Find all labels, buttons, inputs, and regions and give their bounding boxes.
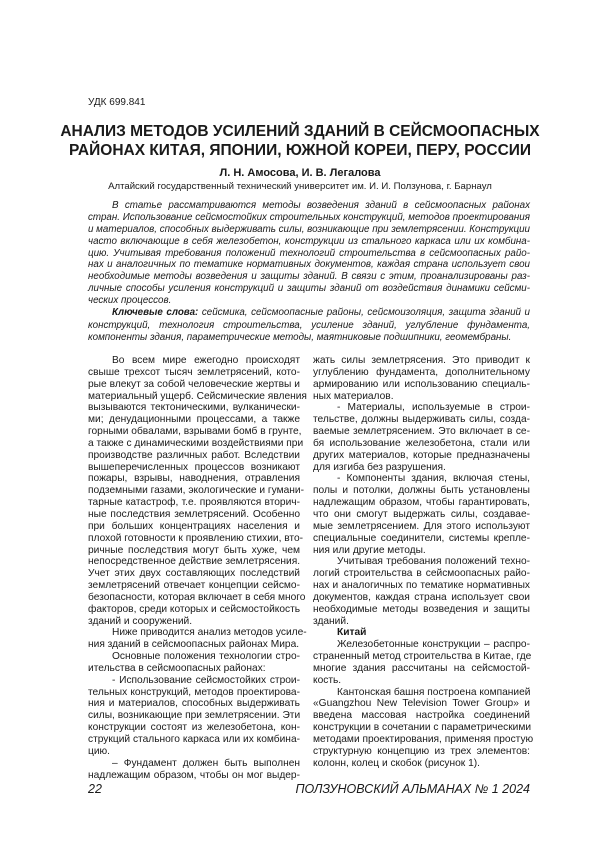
text-line: Ниже приводится анализ методов усиле- bbox=[88, 627, 300, 639]
title-line: РАЙОНАХ КИТАЯ, ЯПОНИИ, ЮЖНОЙ КОРЕИ, ПЕРУ, РОССИИ bbox=[60, 141, 540, 160]
text-line: зданий и сооружений. bbox=[88, 616, 300, 628]
udk-code: УДК 699.841 bbox=[88, 97, 145, 108]
text-line: Основные положения технологии стро- bbox=[88, 651, 300, 663]
keywords-label: Ключевые слова: bbox=[112, 307, 198, 318]
text-line: цию. bbox=[88, 746, 300, 758]
text-line: тельных конструкций, методов проектирова- bbox=[88, 687, 300, 699]
text-line: Железобетонные конструкции – распро- bbox=[313, 639, 530, 651]
text-line: - Использование сейсмостойких строи- bbox=[88, 675, 300, 687]
text-line: нах и аналогичных по тематике нормативных bbox=[313, 580, 530, 592]
text-line: часто включающие в себя железобетон, конструкции из стального каркаса или их комбина- bbox=[88, 236, 530, 248]
text-line: непосредственное действие землетрясения. bbox=[88, 556, 300, 568]
text-line: землетрясений отвечает концепции сейсмо- bbox=[88, 580, 300, 592]
text-line: плохой готовности к проявлению стихии, вто- bbox=[88, 533, 300, 545]
text-line: «Guangzhou New Television Tower Group» и bbox=[313, 698, 530, 710]
text-line: ных материалов. bbox=[313, 391, 530, 403]
text-line: вышеперечисленных процессов возникают bbox=[88, 462, 300, 474]
article-title bbox=[60, 122, 540, 160]
text-line: конструкции в сочетании с параметрическими bbox=[313, 722, 530, 734]
text-line: Учитывая требования положений техно- bbox=[313, 556, 530, 568]
text-line: необходимые методы возведения и защиты зданий. В связи с этим, проанализированы раз- bbox=[88, 271, 530, 283]
text-line: ния и материалов, способных выдерживать bbox=[88, 698, 300, 710]
text-line: что они смогут выдержать силы, создавае- bbox=[313, 509, 530, 521]
text-line: методами проектирования, применяя простую bbox=[313, 734, 530, 746]
text-line: ные последствия землетрясений. Особенно bbox=[88, 509, 300, 521]
text-line: факторов, среди которых и сейсмостойкость bbox=[88, 604, 300, 616]
text-line: материальный ущерб. Сейсмические явления bbox=[88, 391, 300, 403]
text-line: логий строительства в сейсмоопасных райо- bbox=[313, 568, 530, 580]
text-line: мые землетрясением. Для этого используют bbox=[313, 521, 530, 533]
text-line: углублению фундамента, дополнительному bbox=[313, 367, 530, 379]
keywords-text: сейсмика, сейсмоопасные районы, сейсмоизоляция, защита зданий и bbox=[198, 307, 530, 318]
text-line: конструкции состоят из железобетона, кон- bbox=[88, 722, 300, 734]
text-line: – Фундамент должен быть выполнен bbox=[88, 758, 300, 770]
text-line: жать силы землетрясения. Это приводит к bbox=[313, 355, 530, 367]
text-line: полы и потолки, должны быть установлены bbox=[313, 485, 530, 497]
text-line: ительства в сейсмоопасных районах: bbox=[88, 663, 300, 675]
text-line: пожары, взрывы, наводнения, отравления bbox=[88, 473, 300, 485]
text-line: для изгиба без разрушения. bbox=[313, 462, 530, 474]
text-line: - Материалы, используемые в строи- bbox=[313, 402, 530, 414]
text-line: цию. Учитывая требования положений технологий строительства в сейсмоопасных райо- bbox=[88, 248, 530, 260]
text-line: армированию или использованию специаль- bbox=[313, 379, 530, 391]
text-line: стран. Использование сейсмостойких строительных конструкций, методов проектирования bbox=[88, 212, 530, 224]
text-line: рые влекут за собой человеческие жертвы и bbox=[88, 379, 300, 391]
abstract bbox=[88, 200, 530, 307]
text-line: необходимые методы возведения и защиты bbox=[313, 604, 530, 616]
affiliation: Алтайский государственный технический университет им. И. И. Ползунова, г. Барнаул bbox=[60, 181, 540, 192]
authors: Л. Н. Амосова, И. В. Легалова bbox=[60, 167, 540, 179]
text-line: ваемые землетрясением. Это включает в се- bbox=[313, 426, 530, 438]
text-line: бя использование железобетона, стали или bbox=[313, 438, 530, 450]
page-number: 22 bbox=[88, 782, 102, 796]
text-line: ческих процессов. bbox=[88, 295, 530, 307]
text-line: надлежащим образом, чтобы гарантировать, bbox=[313, 497, 530, 509]
text-line: документов, каждая страна использует свои bbox=[313, 592, 530, 604]
text-line: ния зданий в сейсмоопасных районах Мира. bbox=[88, 639, 300, 651]
text-line: вызываются тектоническими, вулканически- bbox=[88, 402, 300, 414]
keywords-line bbox=[88, 307, 530, 320]
section-heading: Китай bbox=[313, 627, 530, 639]
text-line: силы, возникающие при землетрясении. Эти bbox=[88, 710, 300, 722]
text-line: других материалов, которые предназначены bbox=[313, 450, 530, 462]
text-line: подземными газами, экологические и гумани- bbox=[88, 485, 300, 497]
text-line: горными обвалами, взрывами бомб в грунте, bbox=[88, 426, 300, 438]
text-line: зданий. bbox=[313, 616, 530, 628]
text-line: ми; денудационными процессами, а также bbox=[88, 414, 300, 426]
text-line: тельстве, должны выдерживать силы, созда- bbox=[313, 414, 530, 426]
text-line: - Компоненты здания, включая стены, bbox=[313, 473, 530, 485]
text-line: производстве различных работ. Вследствии bbox=[88, 450, 300, 462]
text-line: структурную концепцию из трех элементов: bbox=[313, 746, 530, 758]
text-line: страненный метод строительства в Китае, где bbox=[313, 651, 530, 663]
keywords bbox=[88, 307, 530, 345]
text-line: нах и аналогичных по тематике нормативных документов, каждая страна использует свои bbox=[88, 259, 530, 271]
text-line: специальные соединители, системы крепле- bbox=[313, 533, 530, 545]
text-line: при больших концентрациях населения и bbox=[88, 521, 300, 533]
text-line: и материалов, способных выдерживать силы, возникающие при землетрясении. Конструкции bbox=[88, 224, 530, 236]
text-line: многие здания рассчитаны на сейсмостой- bbox=[313, 663, 530, 675]
text-line: тарные катастроф, т.е. проявляются вторич- bbox=[88, 497, 300, 509]
journal-name: ПОЛЗУНОВСКИЙ АЛЬМАНАХ № 1 2024 bbox=[295, 782, 530, 796]
text-line: свыше трехсот тысяч землетрясений, кото- bbox=[88, 367, 300, 379]
text-line: ричные последствия могут быть хуже, чем bbox=[88, 545, 300, 557]
text-line: колонн, колец и скобок (рисунок 1). bbox=[313, 758, 530, 770]
keywords-line: конструкций, технология строительства, усиление зданий, углубление фундамента, bbox=[88, 320, 530, 333]
left-column bbox=[88, 355, 300, 781]
text-line: безопасности, которая включает в себя много bbox=[88, 592, 300, 604]
text-line: струкций стального каркаса или их комбина- bbox=[88, 734, 300, 746]
text-line: Учет этих двух составляющих последствий bbox=[88, 568, 300, 580]
text-line: кость. bbox=[313, 675, 530, 687]
text-line: введена массовая настройка соединений bbox=[313, 710, 530, 722]
text-line: надлежащим образом, чтобы он мог выдер- bbox=[88, 770, 300, 782]
text-line: ния или другие методы. bbox=[313, 545, 530, 557]
text-line: а также с динамическими воздействиями при bbox=[88, 438, 300, 450]
text-line: В статье рассматриваются методы возведения зданий в сейсмоопасных районах bbox=[88, 200, 530, 212]
text-line: личные способы усиления конструкций и защиты зданий от воздействия динамики сейсми- bbox=[88, 283, 530, 295]
keywords-line: компоненты здания, параметрические методы, маятниковые подшипники, геомембраны. bbox=[88, 332, 530, 345]
text-line: Во всем мире ежегодно происходят bbox=[88, 355, 300, 367]
text-line: Кантонская башня построена компанией bbox=[313, 687, 530, 699]
right-column bbox=[313, 355, 530, 770]
title-line: АНАЛИЗ МЕТОДОВ УСИЛЕНИЙ ЗДАНИЙ В СЕЙСМООПАСНЫХ bbox=[60, 122, 540, 141]
